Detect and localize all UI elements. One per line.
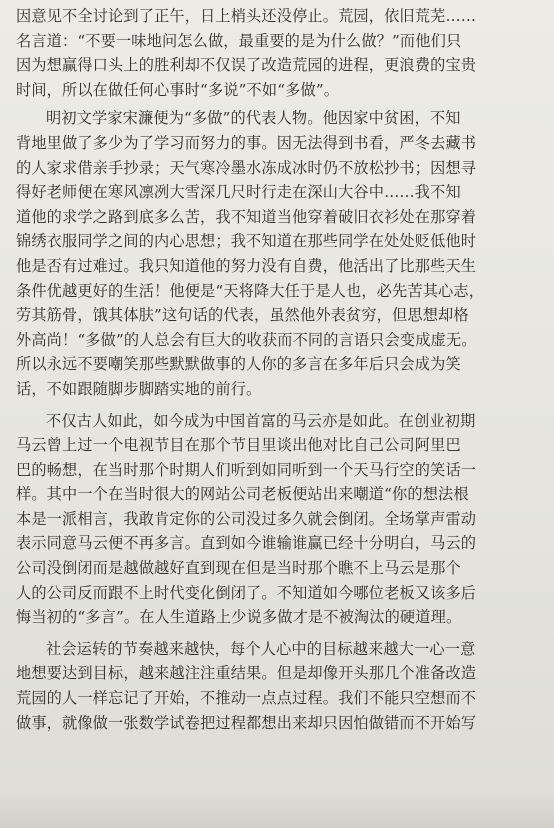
- text-line: 地想要达到目标，越来越注注重结果。但是却像开头那几个准备改造: [16, 664, 477, 683]
- text-line: 名言道：“不要一味地问怎么做，最重要的是为什么做？”而他们只: [16, 31, 462, 50]
- text-line: 样。其中一个在当时很大的网站公司老板便站出来嘲道“你的想法根: [16, 485, 469, 504]
- text-line: 社会运转的节奏越来越快，每个人心中的目标越来越大一心一意: [46, 639, 476, 658]
- paragraph-2: [16, 106, 542, 401]
- text-line: 表示同意马云便不再多言。直到如今谁输谁赢已经十分明白，马云的: [16, 534, 477, 553]
- paragraph-3: [16, 409, 542, 630]
- paragraph-1: [16, 4, 542, 102]
- text-line: 不仅古人如此，如今成为中国首富的马云亦是如此。在创业初期: [46, 411, 476, 430]
- text-line: 悔当初的“多言”。在人生道路上少说多做才是不被淘汰的硬道理。: [16, 608, 462, 627]
- text-line: 道他的求学之路到底多么苦，我不知道当他穿着破旧衣衫处在那穿着: [16, 207, 477, 226]
- text-line: 话，不如跟随脚步脚踏实地的前行。: [16, 379, 262, 398]
- page-shadow: [0, 792, 554, 828]
- text-line: 所以永远不要嘲笑那些默默做事的人你的多言在多年后只会成为笑: [16, 355, 461, 374]
- text-line: 背地里做了多少为了学习而努力的事。因无法得到书看，严冬去藏书: [16, 133, 477, 152]
- text-line: 人的公司反而跟不上时代变化倒闭了。不知道如今哪位老板又该多后: [16, 583, 477, 602]
- text-line: 条件优越更好的生活！他便是“天将降大任于是人也，必先苦其心志，: [16, 281, 485, 300]
- text-line: 锦绣衣服同学之间的内心思想；我不知道在那些同学在处处贬低他时: [16, 232, 477, 251]
- text-line: 巴的畅想，在当时那个时期人们听到如同听到一个天马行空的笑话一: [16, 460, 477, 479]
- text-line: 劳其筋骨，饿其体肤”这句话的代表，虽然他外表贫穷，但思想却格: [16, 306, 469, 325]
- text-line: 荒园的人一样忘记了开始，不推动一点点过程。我们不能只空想而不: [16, 689, 477, 708]
- text-line: 马云曾上过一个电视节目在那个节目里谈出他对比自己公司阿里巴: [16, 436, 461, 455]
- text-line: 他是否有过难过。我只知道他的努力没有自费，他活出了比那些天生: [16, 256, 477, 275]
- text-line: 本是一派相言，我敢肯定你的公司没过多久就会倒闭。全场掌声雷动: [16, 509, 477, 528]
- text-line: 得好老师便在寒风凛冽大雪深几尺时行走在深山大谷中……我不知: [16, 183, 461, 202]
- text-line: 的人家求借亲手抄录；天气寒冷墨水冻成冰时仍不放松抄书；因想寻: [16, 158, 477, 177]
- text-line: 因为想赢得口头上的胜利却不仅误了改造荒园的进程，更浪费的宝贵: [16, 56, 477, 75]
- paragraph-4: [16, 637, 542, 735]
- text-line: 明初文学家宋濂便为“多做”的代表人物。他因家中贫困，不知: [46, 109, 461, 128]
- text-line: 时间，所以在做任何心事时“多说”不如“多做”。: [16, 80, 340, 99]
- text-line: 做事，就像做一张数学试卷把过程都想出来却只因怕做错而不开始写: [16, 713, 477, 732]
- text-line: 公司没倒闭而是越做越好直到现在但是当时那个瞧不上马云是那个: [16, 559, 461, 578]
- text-line: 外高尚！“多做”的人总会有巨大的收获而不同的言语只会变成虚无。: [16, 330, 477, 349]
- text-line: 因意见不全讨论到了正午，日上梢头还没停止。荒园，依旧荒芜……: [16, 7, 477, 25]
